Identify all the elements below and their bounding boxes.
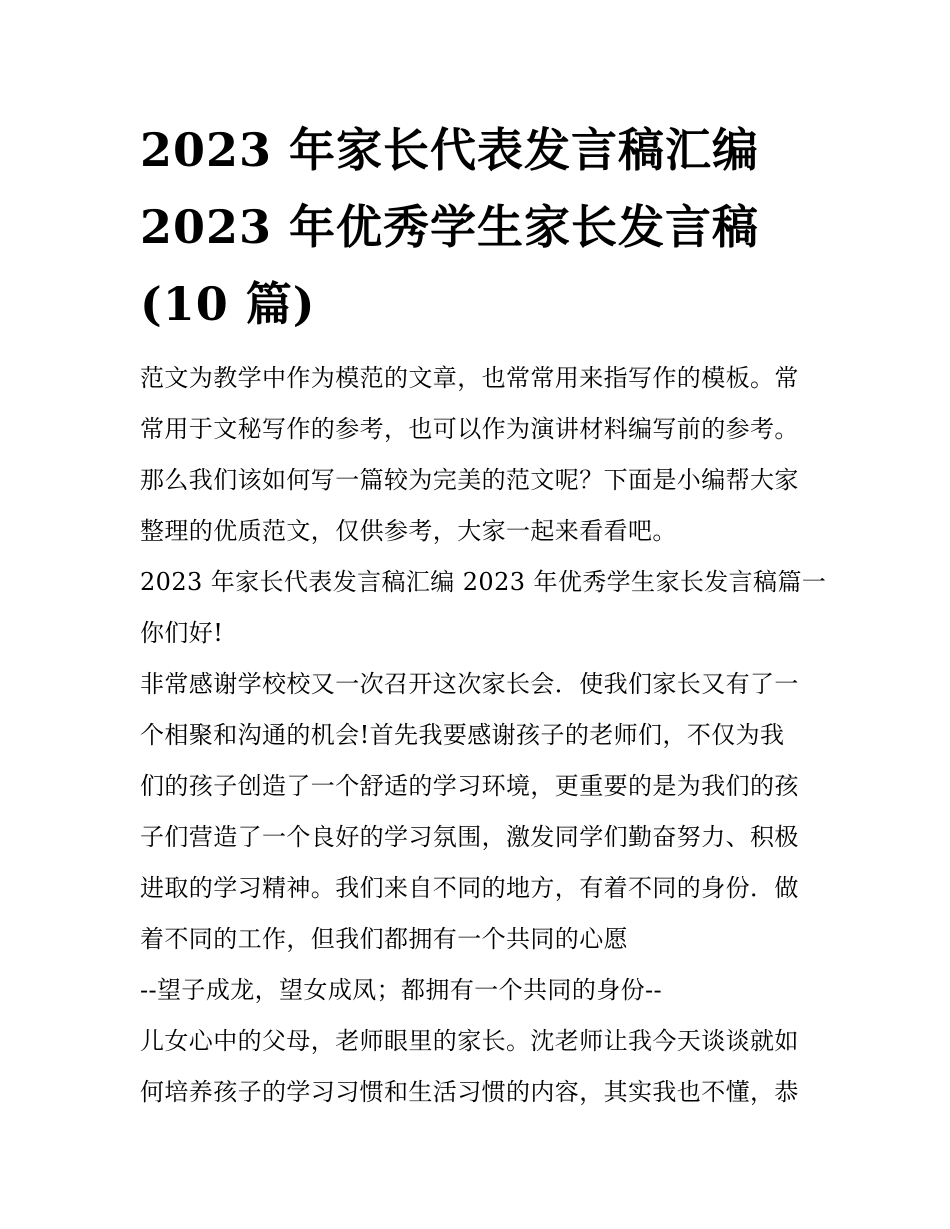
body-line: --望子成龙，望女成凤；都拥有一个共同的身份-- (140, 976, 663, 1004)
body-line: 范文为教学中作为模范的文章，也常常用来指写作的模板。常 (140, 364, 799, 392)
document-title (140, 0, 820, 343)
body-line: 个相聚和沟通的机会!首先我要感谢孩子的老师们，不仅为我 (140, 721, 785, 749)
document-page (140, 0, 827, 1118)
document-body (140, 353, 827, 1118)
section-heading: 2023 年家长代表发言稿汇编 2023 年优秀学生家长发言稿篇一 (140, 568, 827, 596)
title-line: (10 篇) (140, 277, 316, 331)
body-line: 常用于文秘写作的参考，也可以作为演讲材料编写前的参考。 (140, 415, 799, 443)
body-line: 儿女心中的父母，老师眼里的家长。沈老师让我今天谈谈就如 (140, 1027, 799, 1055)
body-line: 那么我们该如何写一篇较为完美的范文呢？下面是小编帮大家 (140, 466, 799, 494)
body-line: 着不同的工作，但我们都拥有一个共同的心愿 (140, 925, 628, 953)
title-line: 2023 年优秀学生家长发言稿 (140, 200, 760, 254)
greeting-line: 你们好! (140, 619, 224, 647)
body-line: 进取的学习精神。我们来自不同的地方，有着不同的身份．做 (140, 874, 799, 902)
body-line: 子们营造了一个良好的学习氛围，激发同学们勤奋努力、积极 (140, 823, 799, 851)
body-line: 非常感谢学校校又一次召开这次家长会．使我们家长又有了一 (140, 670, 799, 698)
title-line: 2023 年家长代表发言稿汇编 (140, 123, 760, 177)
body-line: 们的孩子创造了一个舒适的学习环境，更重要的是为我们的孩 (140, 772, 799, 800)
body-line: 何培养孩子的学习习惯和生活习惯的内容，其实我也不懂，恭 (140, 1078, 799, 1106)
body-line: 整理的优质范文，仅供参考，大家一起来看看吧。 (140, 517, 677, 545)
